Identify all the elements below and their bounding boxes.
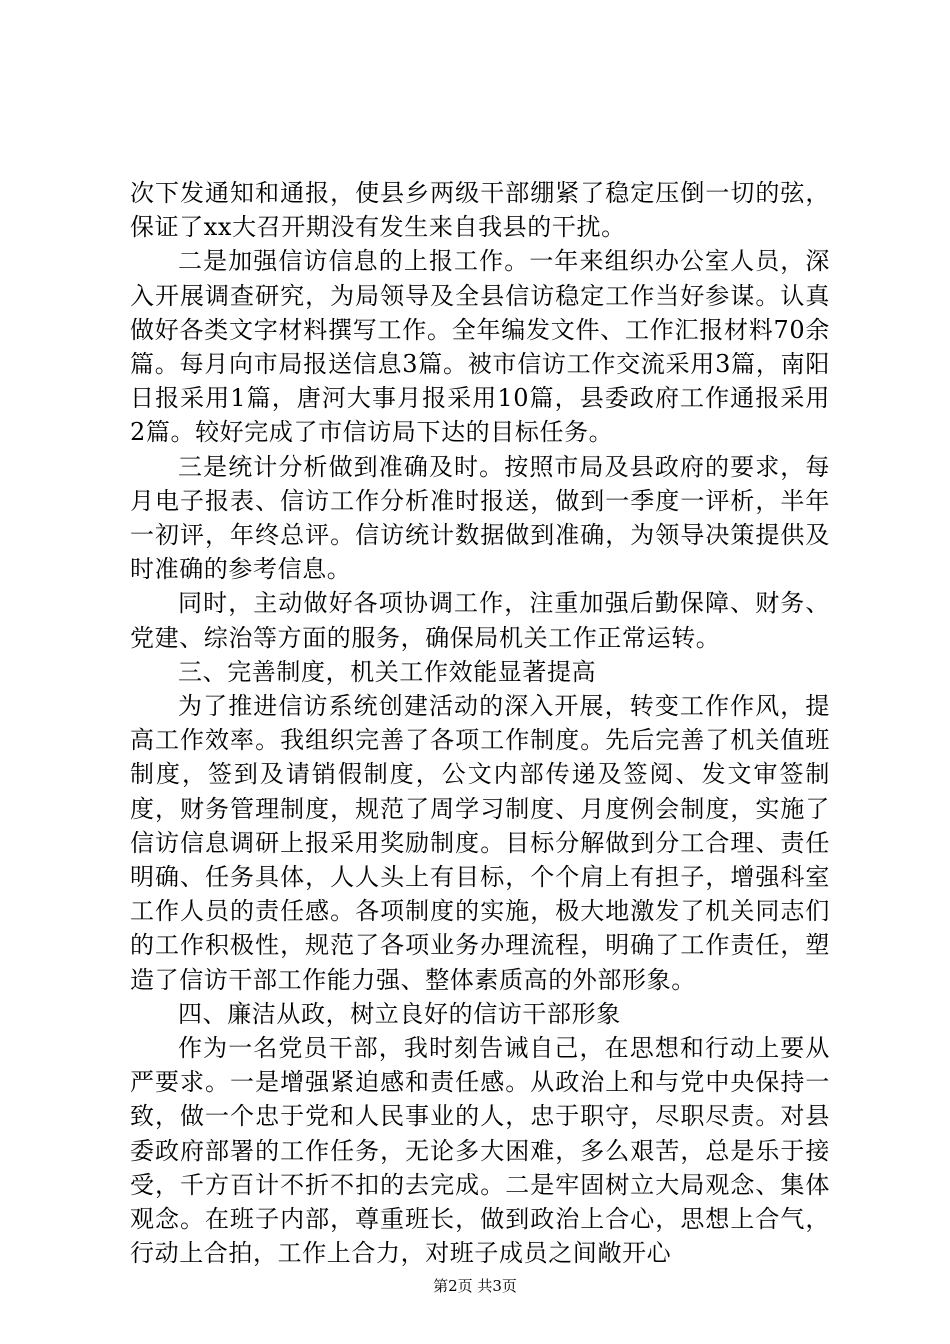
paragraph-3: 三是统计分析做到准确及时。按照市局及县政府的要求，每月电子报表、信访工作分析准时报送，做到一季度一评析，半年一初评，年终总评。信访统计数据做到准确，为领导决策提供及时准确的参考信息。 — [130, 452, 830, 584]
document-body — [130, 176, 830, 1271]
paragraph-4: 同时，主动做好各项协调工作，注重加强后勤保障、财务、党建、综治等方面的服务，确保局机关工作正常运转。 — [130, 589, 830, 652]
section-heading-4: 四、廉洁从政，树立良好的信访干部形象 — [178, 999, 621, 1028]
paragraph-2: 二是加强信访信息的上报工作。一年来组织办公室人员，深入开展调查研究，为局领导及全县信访稳定工作当好参谋。认真做好各类文字材料撰写工作。全年编发文件、工作汇报材料70余篇。每月向市局报送信息3篇。被市信访工作交流采用3篇，南阳日报采用1篇，唐河大事月报采用10篇，县委政府工作通报采用2篇。较好完成了市信访局下达的目标任务。 — [130, 247, 830, 447]
section-heading-3: 三、完善制度，机关工作效能显著提高 — [178, 657, 597, 686]
paragraph-5: 为了推进信访系统创建活动的深入开展，转变工作作风，提高工作效率。我组织完善了各项工作制度。先后完善了机关值班制度，签到及请销假制度，公文内部传递及签阅、发文审签制度，财务管理制度，规范了周学习制度、月度例会制度，实施了信访信息调研上报采用奖励制度。目标分解做到分工合理、责任明确、任务具体，人人头上有目标，个个肩上有担子，增强科室工作人员的责任感。各项制度的实施，极大地激发了机关同志们的工作积极性，规范了各项业务办理流程，明确了工作责任，塑造了信访干部工作能力强、整体素质高的外部形象。 — [130, 692, 830, 994]
page-number-footer: 第2页 共3页 — [433, 1277, 517, 1295]
paragraph-6: 作为一名党员干部，我时刻告诫自己，在思想和行动上要从严要求。一是增强紧迫感和责任感。从政治上和与党中央保持一致，做一个忠于党和人民事业的人，忠于职守，尽职尽责。对县委政府部署的工作任务，无论多大困难，多么艰苦，总是乐于接受，千方百计不折不扣的去完成。二是牢固树立大局观念、集体观念。在班子内部，尊重班长，做到政治上合心，思想上合气，行动上合拍，工作上合力，对班子成员之间敞开心 — [130, 1034, 830, 1268]
paragraph-1: 次下发通知和通报，使县乡两级干部绷紧了稳定压倒一切的弦，保证了xx大召开期没有发生来自我县的干扰。 — [130, 179, 830, 242]
